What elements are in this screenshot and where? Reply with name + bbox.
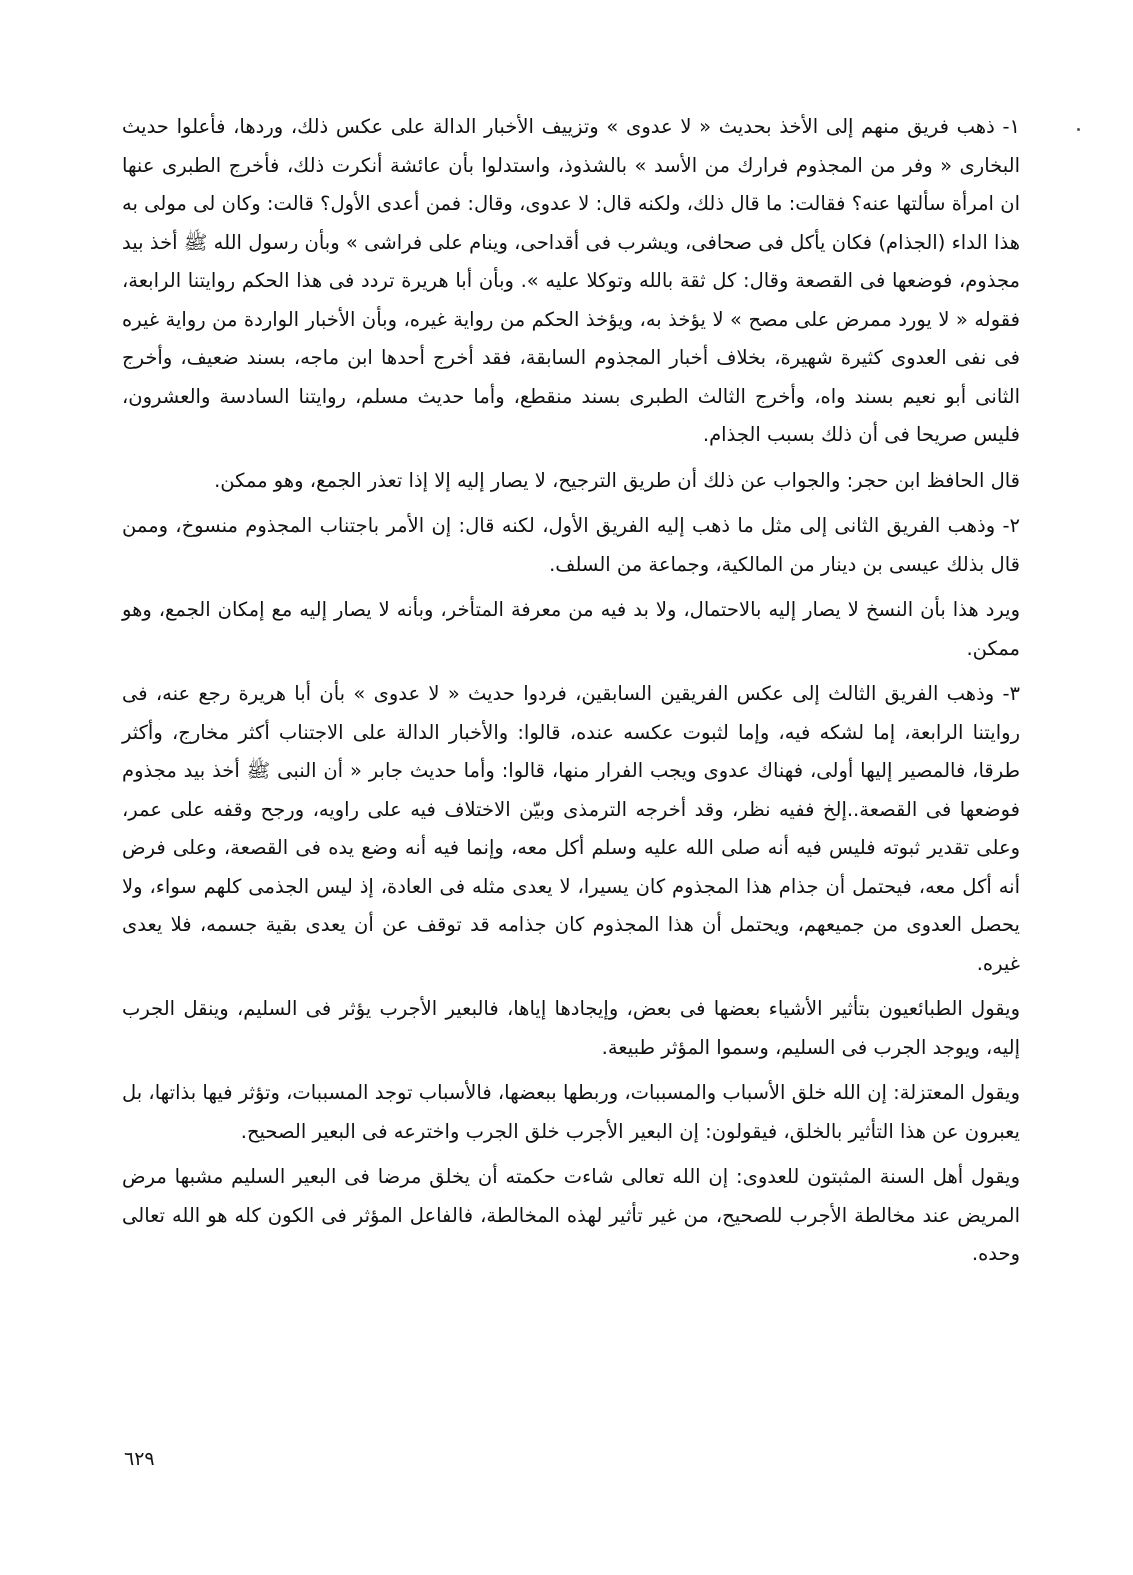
scan-speck [1077,128,1080,131]
paragraph-abrogation-reply: ويرد هذا بأن النسخ لا يصار إليه بالاحتمال، ولا بد فيه من معرفة المتأخر، وبأنه لا يصار إليه مع إمكان الجمع، وهو ممكن. [122,598,1020,660]
paragraph-first-group: ١- ذهب فريق منهم إلى الأخذ بحديث « لا عدوى » وتزييف الأخبار الدالة على عكس ذلك، وردها، فأعلوا حديث البخارى « وفر من المجذوم فرارك من الأسد » بالشذوذ، واستدلوا بأن عائشة أنكرت ذلك، فأخرج الطبرى عنها ان امرأة سألتها عنه؟ فقالت: ما قال ذلك، ولكنه قال: لا عدوى، وقال: فمن أعدى الأول؟ قالت: وكان لى مولى به هذا الداء (الجذام) فكان يأكل فى صحافى، ويشرب فى أقداحى، وينام على فراشى » وبأن رسول الله ﷺ أخذ بيد مجذوم، فوضعها فى القصعة وقال: كل ثقة بالله وتوكلا عليه ». وبأن أبا هريرة تردد فى هذا الحكم روايتنا الرابعة، فقوله « لا يورد ممرض على مصح » لا يؤخذ به، ويؤخذ الحكم من رواية غيره، وبأن الأخبار الواردة من رواية غيره فى نفى العدوى كثيرة شهيرة، بخلاف أخبار المجذوم السابقة، فقد أخرج أحدها ابن ماجه، بسند ضعيف، وأخرج الثانى أبو نعيم بسند واه، وأخرج الثالث الطبرى بسند منقطع، وأما حديث مسلم، روايتنا السادسة والعشرون، فليس صريحا فى أن ذلك بسبب الجذام. [122,115,1020,446]
paragraph-ahl-al-sunna: ويقول أهل السنة المثبتون للعدوى: إن الله تعالى شاءت حكمته أن يخلق مرضا فى البعير السليم مشبها مرض المريض عند مخالطة الأجرب للصحيح، من غير تأثير لهذه المخالطة، فالفاعل المؤثر فى الكون كله هو الله تعالى وحده. [122,1165,1020,1265]
body-text [122,108,1020,1281]
paragraph-second-group: ٢- وذهب الفريق الثانى إلى مثل ما ذهب إليه الفريق الأول، لكنه قال: إن الأمر باجتناب المجذوم منسوخ، وممن قال بذلك عيسى بن دينار من المالكية، وجماعة من السلف. [122,514,1020,576]
paragraph-naturalists: ويقول الطبائعيون بتأثير الأشياء بعضها فى بعض، وإيجادها إياها، فالبعير الأجرب يؤثر فى السليم، وينقل الجرب إليه، ويوجد الجرب فى السليم، وسموا المؤثر طبيعة. [122,997,1020,1059]
paragraph-ibn-hajar-reply: قال الحافظ ابن حجر: والجواب عن ذلك أن طريق الترجيح، لا يصار إليه إلا إذا تعذر الجمع، وهو ممكن. [214,468,1020,492]
paragraph-third-group: ٣- وذهب الفريق الثالث إلى عكس الفريقين السابقين، فردوا حديث « لا عدوى » بأن أبا هريرة رجع عنه، فى روايتنا الرابعة، إما لشكه فيه، وإما لثبوت عكسه عنده، قالوا: والأخبار الدالة على الاجتناب أكثر مخارج، وأكثر طرقا، فالمصير إليها أولى، فهناك عدوى ويجب الفرار منها، قالوا: وأما حديث جابر « أن النبى ﷺ أخذ بيد مجذوم فوضعها فى القصعة..إلخ ففيه نظر، وقد أخرجه الترمذى وبيّن الاختلاف فيه على راويه، ورجح وقفه على عمر، وعلى تقدير ثبوته فليس فيه أنه صلى الله عليه وسلم أكل معه، وإنما فيه أنه وضع يده فى القصعة، وعلى فرض أنه أكل معه، فيحتمل أن جذام هذا المجذوم كان يسيرا، لا يعدى مثله فى العادة، إذ ليس الجذمى كلهم سواء، ولا يحصل العدوى من جميعهم، ويحتمل أن هذا المجذوم كان جذامه قد توقف عن أن يعدى بقية جسمه، فلا يعدى غيره. [122,682,1020,975]
page-number: ٦٢٩ [124,1448,155,1470]
paragraph-mutazila: ويقول المعتزلة: إن الله خلق الأسباب والمسببات، وربطها ببعضها، فالأسباب توجد المسببات، وتؤثر فيها بذاتها، بل يعبرون عن هذا التأثير بالخلق، فيقولون: إن البعير الأجرب خلق الجرب واخترعه فى البعير الصحيح. [122,1081,1020,1143]
